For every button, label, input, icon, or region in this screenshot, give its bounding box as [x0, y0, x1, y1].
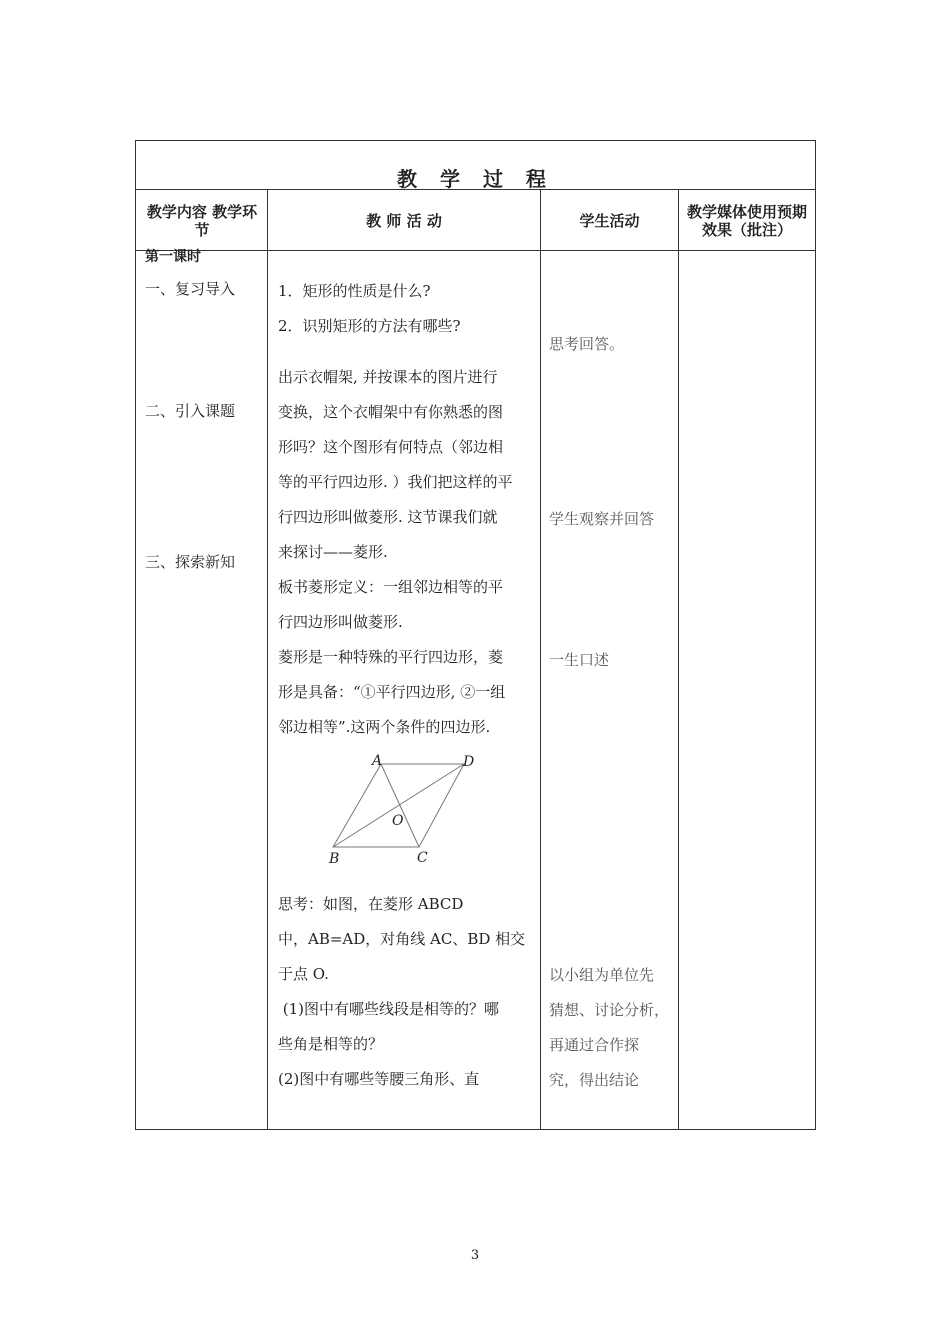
table-title: 教 学 过 程: [397, 167, 554, 191]
step-review: 一、复习导入: [145, 280, 236, 298]
diagonal-ac: [381, 764, 419, 847]
rhombus-diagram: [321, 749, 481, 874]
teacher-line-2: 2．识别矩形的方法有哪些?: [278, 317, 461, 335]
student-activity-4b: 猜想、讨论分析，: [549, 1001, 670, 1019]
lesson-label: 第一课时: [145, 249, 201, 265]
vertex-label-c: C: [417, 850, 428, 866]
teacher-line-10: 行四边形叫做菱形.: [278, 613, 403, 631]
header-top-line: [136, 189, 815, 190]
vertex-label-b: B: [329, 851, 340, 867]
student-activity-3: 一生口述: [549, 651, 610, 669]
col-divider-1: [267, 189, 268, 1129]
header-content-step: 教学内容 教学环节: [146, 202, 258, 239]
header-bottom-line: [136, 250, 815, 251]
teacher-line-13: 邻边相等”.这两个条件的四边形.: [278, 718, 491, 736]
student-activity-4d: 究，得出结论: [549, 1071, 640, 1089]
col-divider-3: [678, 189, 679, 1129]
student-activity-4a: 以小组为单位先: [549, 966, 655, 984]
teacher-line-19: (2)图中有哪些等腰三角形、直: [278, 1070, 480, 1088]
teacher-line-17: (1)图中有哪些线段是相等的？哪: [278, 1000, 500, 1018]
teacher-line-9: 板书菱形定义：一组邻边相等的平: [278, 578, 504, 596]
header-media-notes: 教学媒体使用预期效果（批注）: [686, 202, 807, 239]
vertex-label-a: A: [372, 753, 383, 769]
teacher-line-1: 1．矩形的性质是什么?: [278, 282, 431, 300]
header-student-activity: 学生活动: [579, 211, 640, 230]
header-teacher-activity: 教 师 活 动: [366, 211, 442, 230]
teacher-line-5: 形吗？这个图形有何特点（邻边相: [278, 438, 504, 456]
student-activity-4c: 再通过合作探: [549, 1036, 640, 1054]
teacher-line-6: 等的平行四边形. ）我们把这样的平: [278, 473, 513, 491]
vertex-label-d: D: [463, 754, 475, 770]
diagonal-bd: [333, 764, 464, 847]
student-activity-2: 学生观察并回答: [549, 510, 655, 528]
lesson-table: [135, 140, 816, 1130]
teacher-line-14: 思考：如图，在菱形 ABCD: [278, 895, 464, 913]
teacher-line-11: 菱形是一种特殊的平行四边形，菱: [278, 648, 504, 666]
teacher-line-18: 些角是相等的？: [278, 1035, 384, 1053]
teacher-line-7: 行四边形叫做菱形. 这节课我们就: [278, 508, 498, 526]
center-label-o: O: [392, 813, 404, 829]
step-explore: 三、探索新知: [145, 553, 236, 571]
col-divider-2: [540, 189, 541, 1129]
student-activity-1: 思考回答。: [549, 335, 625, 353]
teacher-line-3: 出示衣帽架, 并按课本的图片进行: [278, 368, 498, 386]
teacher-line-4: 变换，这个衣帽架中有你熟悉的图: [278, 403, 504, 421]
page-number: 3: [470, 1248, 480, 1263]
teacher-line-12: 形是具备：“①平行四边形, ②一组: [278, 683, 506, 701]
step-introduce: 二、引入课题: [145, 402, 236, 420]
teacher-line-8: 来探讨——菱形.: [278, 543, 388, 561]
teacher-line-15: 中，AB=AD，对角线 AC、BD 相交: [278, 930, 526, 948]
teacher-line-16: 于点 O.: [278, 965, 329, 983]
